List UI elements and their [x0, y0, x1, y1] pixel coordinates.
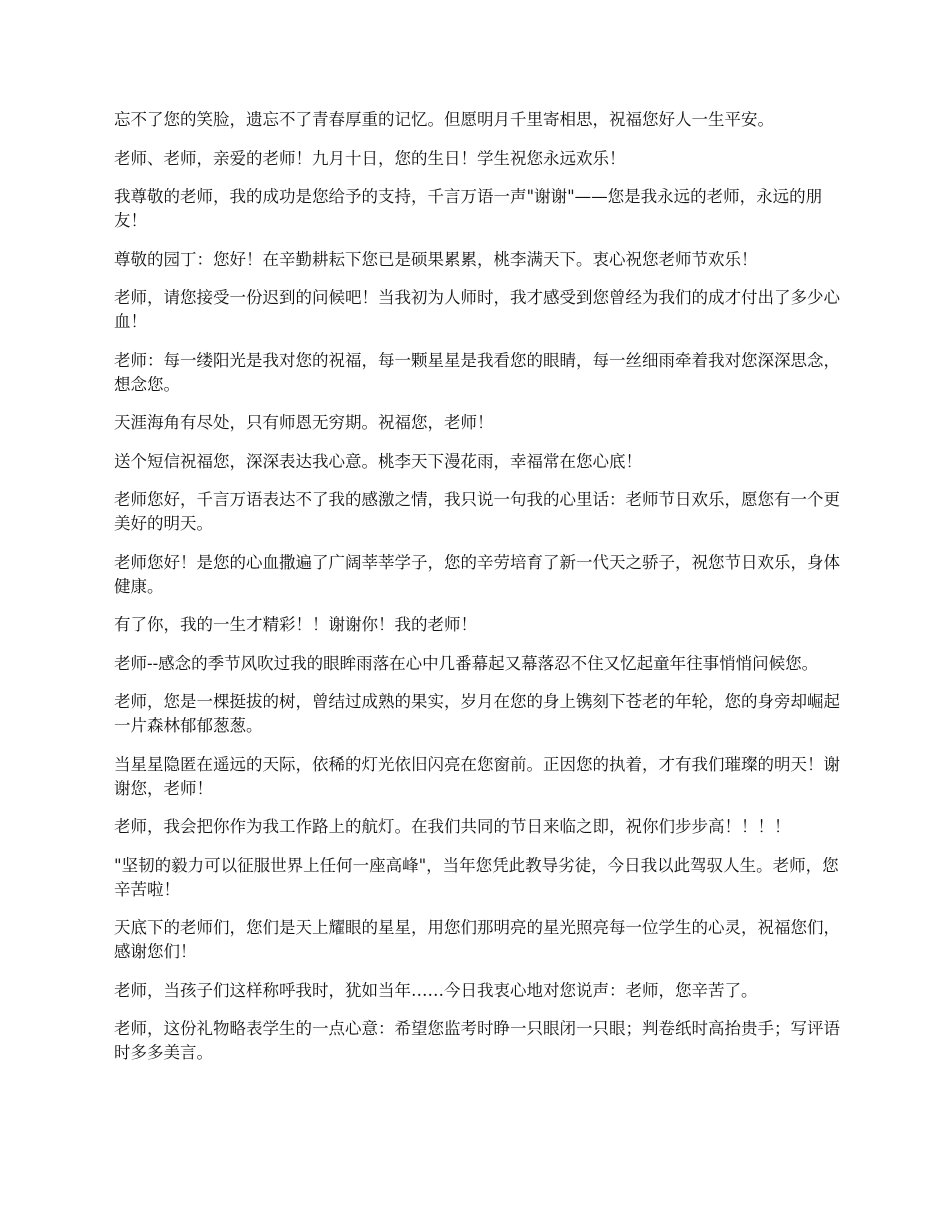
paragraph: 老师，请您接受一份迟到的问候吧！当我初为人师时，我才感受到您曾经为我们的成才付出了多少心血！ [114, 288, 840, 331]
paragraph: 老师，当孩子们这样称呼我时，犹如当年……今日我衷心地对您说声：老师，您辛苦了。 [114, 980, 758, 1000]
paragraph: 老师您好，千言万语表达不了我的感激之情，我只说一句我的心里话：老师节日欢乐，愿您有一个更美好的明天。 [114, 490, 840, 533]
paragraph: 老师、老师，亲爱的老师！九月十日，您的生日！学生祝您永远欢乐！ [114, 148, 626, 168]
paragraph: 我尊敬的老师，我的成功是您给予的支持，千言万语一声"谢谢"——您是我永远的老师，永远的朋友！ [114, 187, 823, 230]
paragraph: 忘不了您的笑脸，遗忘不了青春厚重的记忆。但愿明月千里寄相思，祝福您好人一生平安。 [114, 110, 774, 129]
paragraph: 有了你，我的一生才精彩！！谢谢你！我的老师！ [114, 615, 477, 634]
paragraph: 尊敬的园丁：您好！在辛勤耕耘下您已是硕果累累，桃李满天下。衷心祝您老师节欢乐！ [114, 249, 758, 269]
paragraph: 天底下的老师们，您们是天上耀眼的星星，用您们那明亮的星光照亮每一位学生的心灵，祝福您们，感谢您们！ [114, 918, 840, 961]
paragraph: 老师，我会把你作为我工作路上的航灯。在我们共同的节日来临之即，祝你们步步高！！！！ [114, 817, 791, 836]
paragraph: 当星星隐匿在遥远的天际，依稀的灯光依旧闪亮在您窗前。正因您的执着，才有我们璀璨的明天！谢谢您，老师！ [114, 754, 840, 798]
paragraph: 老师，您是一棵挺拔的树，曾结过成熟的果实，岁月在您的身上镌刻下苍老的年轮，您的身旁却崛起一片森林郁郁葱葱。 [114, 692, 840, 735]
paragraph: 老师：每一缕阳光是我对您的祝福，每一颗星星是我看您的眼睛，每一丝细雨牵着我对您深深思念，想念您。 [114, 350, 840, 394]
document-page [114, 108, 842, 1080]
paragraph: 送个短信祝福您，深深表达我心意。桃李天下漫花雨，幸福常在您心底！ [114, 451, 642, 471]
paragraph: 天涯海角有尽处，只有师恩无穷期。祝福您，老师！ [114, 413, 494, 432]
paragraph: 老师，这份礼物略表学生的一点心意：希望您监考时睁一只眼闭一只眼；判卷纸时高抬贵手；写评语时多多美言。 [114, 1019, 840, 1062]
paragraph: 老师--感念的季节风吹过我的眼眸雨落在心中几番幕起又幕落忍不住又忆起童年往事悄悄问候您。 [114, 653, 819, 673]
paragraph: 老师您好！是您的心血撒遍了广阔莘莘学子，您的辛劳培育了新一代天之骄子，祝您节日欢乐，身体健康。 [114, 552, 840, 596]
paragraph: "坚韧的毅力可以征服世界上任何一座高峰"，当年您凭此教导劣徒，今日我以此驾驭人生。老师，您辛苦啦！ [114, 855, 839, 899]
